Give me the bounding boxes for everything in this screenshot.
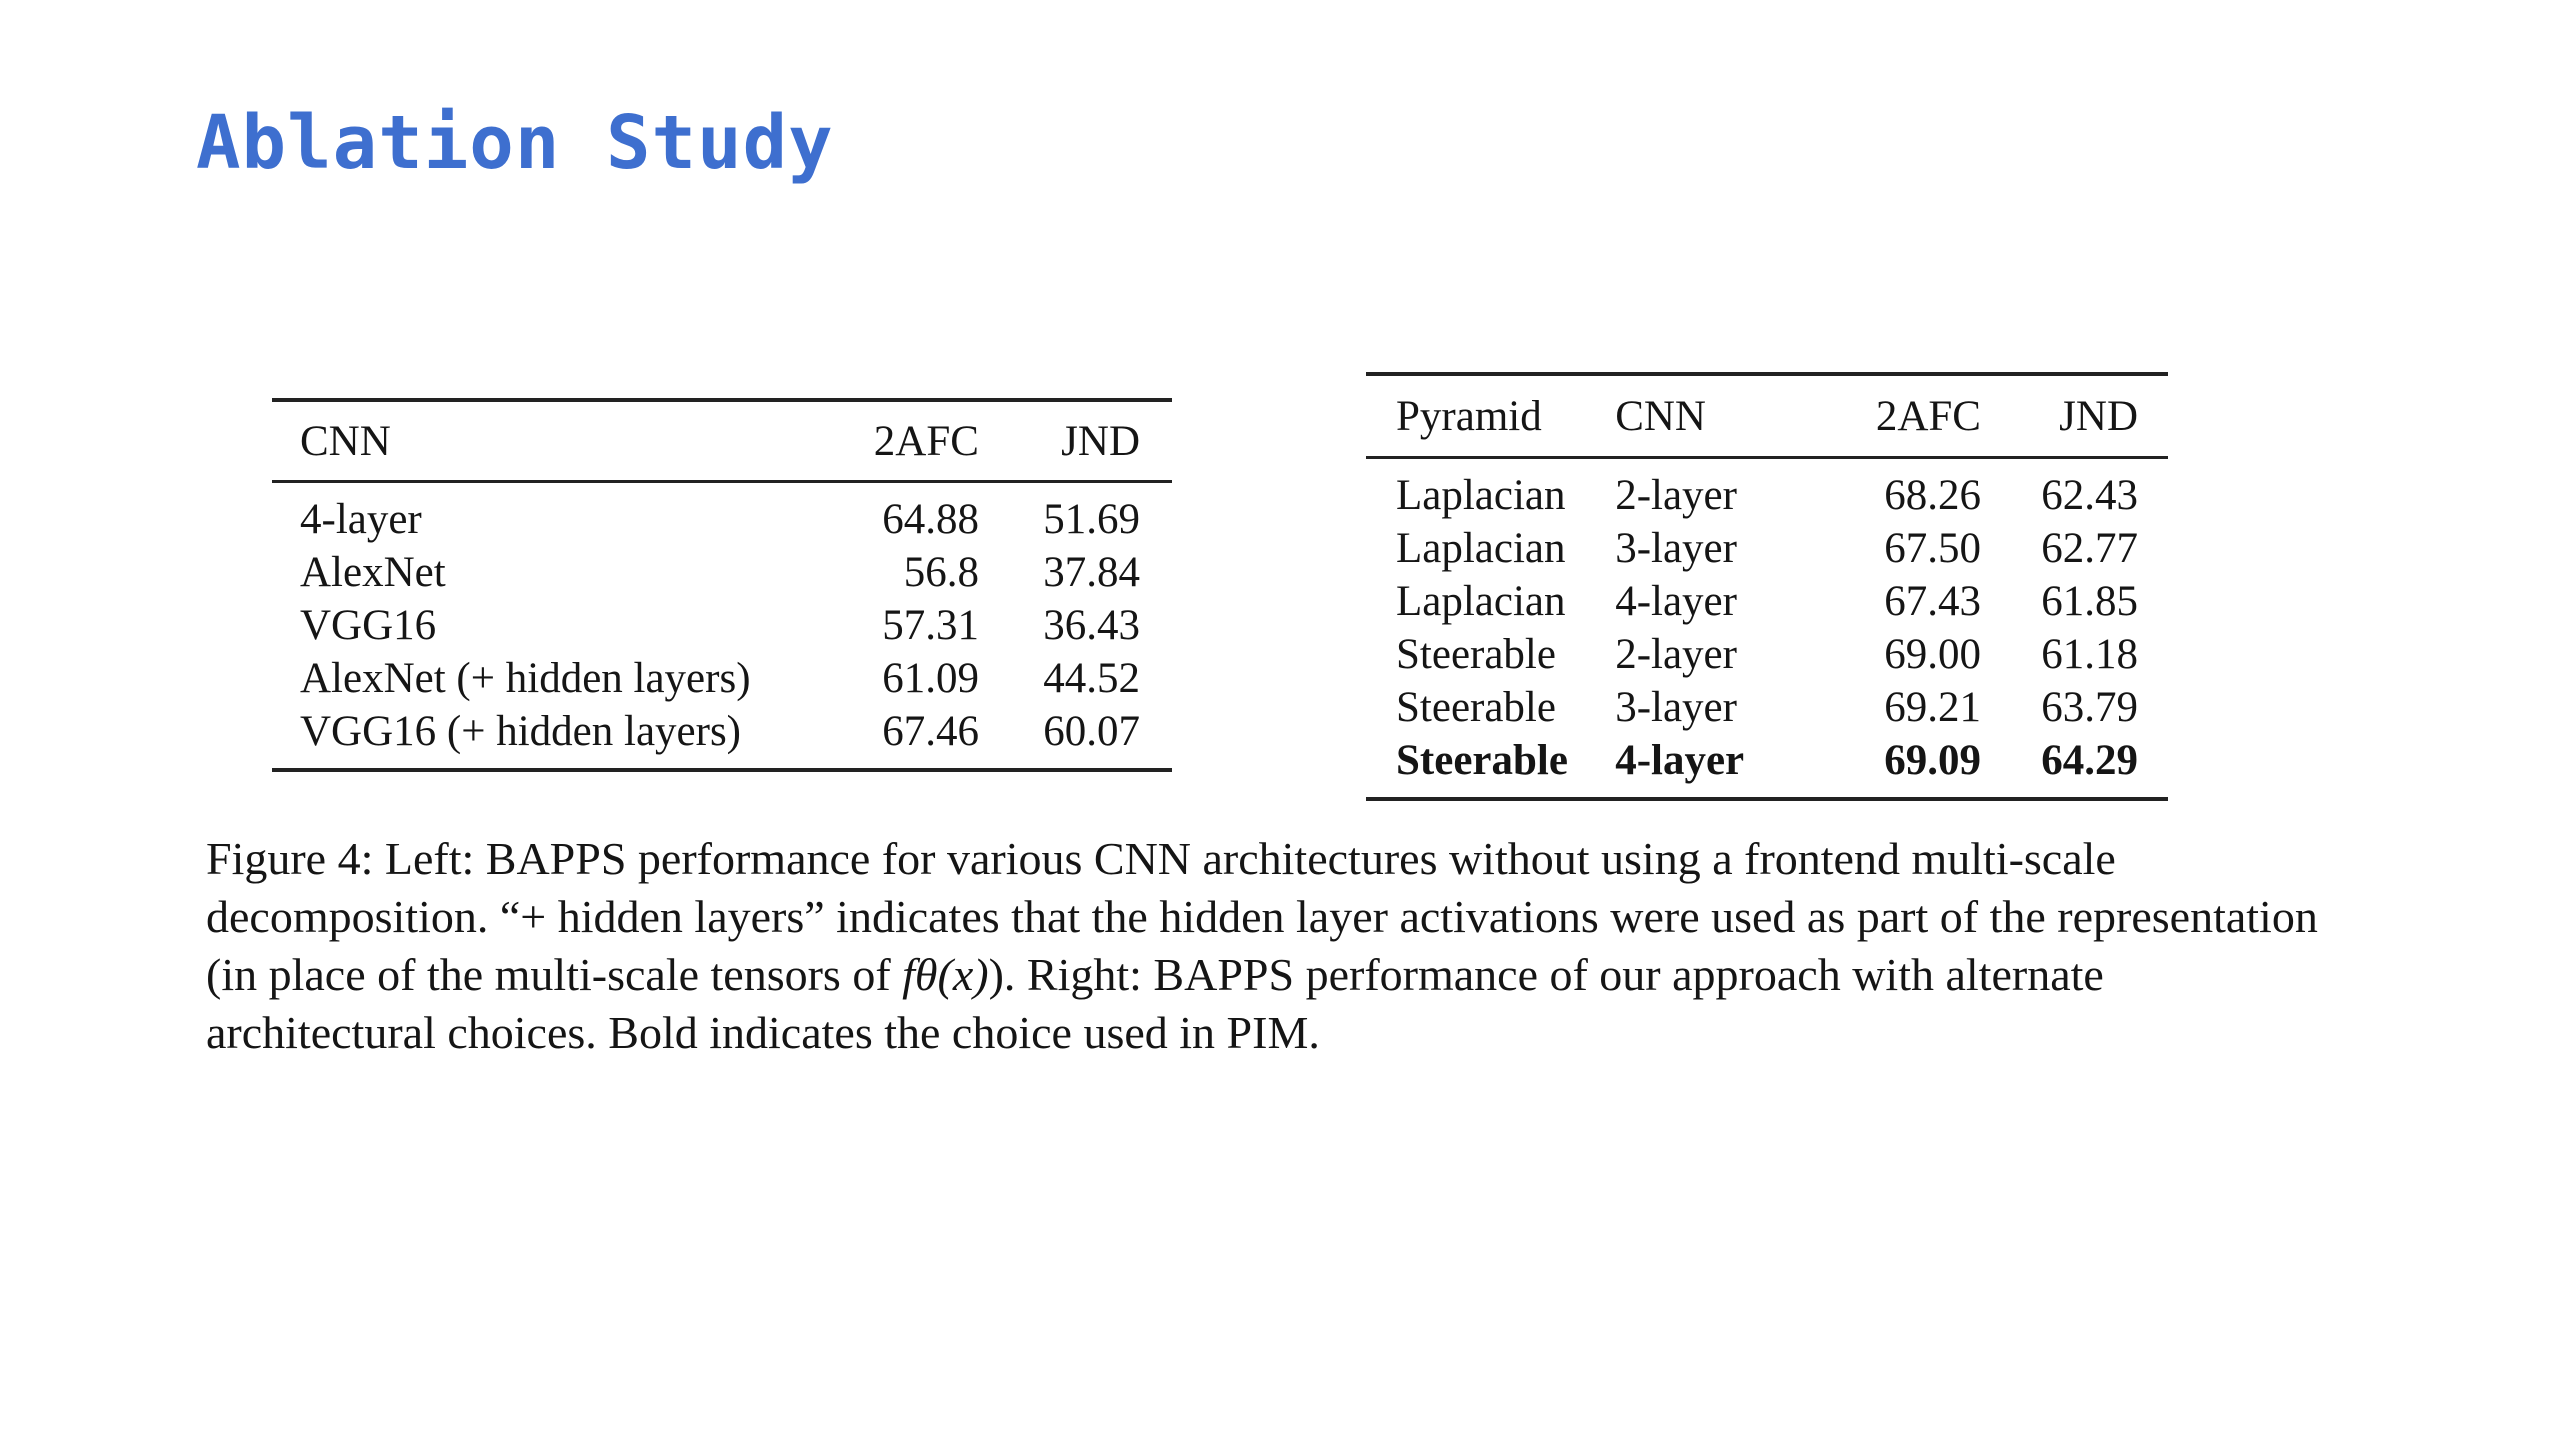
table-cell: 4-layer: [1615, 737, 1745, 784]
table-cell: 64.29: [2041, 737, 2138, 784]
table-cell: 4-layer: [1615, 578, 1737, 625]
table-header-row: [1366, 374, 2168, 458]
caption-text: ). Right: BAPPS performance of our approach with alternate architectural choices. Bold indicates the choice used in PIM.: [206, 949, 2104, 1058]
cnn-results-table: [272, 398, 1172, 772]
table-row: [272, 482, 1172, 547]
table-cell: 37.84: [1043, 549, 1140, 596]
figure-caption: [206, 830, 2336, 1062]
column-header: 2AFC: [810, 400, 979, 482]
table-cell: 62.77: [2041, 525, 2138, 572]
table-cell: Laplacian: [1396, 578, 1566, 625]
table-cell: 3-layer: [1615, 684, 1737, 731]
table-cell: Steerable: [1396, 737, 1568, 784]
column-header: CNN: [272, 400, 810, 482]
table-row: [1366, 575, 2168, 628]
table-cell: 3-layer: [1615, 525, 1737, 572]
table-cell: Laplacian: [1396, 472, 1566, 519]
table-row: [1366, 522, 2168, 575]
column-header: 2AFC: [1814, 374, 1981, 458]
table-cell: 62.43: [2041, 472, 2138, 519]
column-header: Pyramid: [1366, 374, 1615, 458]
caption-math: fθ(x): [902, 949, 989, 1000]
table-cell: 61.18: [2041, 631, 2138, 678]
table-row: [1366, 458, 2168, 523]
table-cell: 44.52: [1043, 655, 1140, 702]
table-cell: AlexNet: [300, 549, 446, 596]
table-row-highlighted: [1366, 734, 2168, 799]
column-header: JND: [979, 400, 1172, 482]
table-row: [272, 652, 1172, 705]
table-cell: VGG16 (+ hidden layers): [300, 708, 742, 755]
caption-text: Figure 4: Left: BAPPS performance for various CNN architectures without using a frontend multi-scale decomposition. “+ hidden layers” indicates that the hidden layer activations were used as part of the representation (in place of the multi-scale tensors of: [206, 833, 2318, 1000]
table-row: [1366, 628, 2168, 681]
table-cell: 4-layer: [300, 496, 422, 543]
table-cell: 56.8: [903, 549, 979, 596]
table-cell: 64.88: [882, 496, 979, 543]
table-cell: 60.07: [1043, 708, 1140, 755]
table-cell: 68.26: [1884, 472, 1981, 519]
table-cell: 2-layer: [1615, 472, 1737, 519]
column-header: JND: [1981, 374, 2168, 458]
table-cell: 2-layer: [1615, 631, 1737, 678]
table-cell: 69.00: [1884, 631, 1981, 678]
column-header: CNN: [1615, 374, 1814, 458]
table-cell: 57.31: [882, 602, 979, 649]
table-cell: Laplacian: [1396, 525, 1566, 572]
table-cell: 69.09: [1884, 737, 1981, 784]
table-cell: 61.09: [882, 655, 979, 702]
table-cell: 67.46: [882, 708, 979, 755]
table-cell: AlexNet (+ hidden layers): [300, 655, 751, 702]
table-cell: 69.21: [1884, 684, 1981, 731]
table-cell: Steerable: [1396, 631, 1556, 678]
table-cell: 36.43: [1043, 602, 1140, 649]
table-cell: 67.50: [1884, 525, 1981, 572]
table-cell: Steerable: [1396, 684, 1556, 731]
table-cell: 67.43: [1884, 578, 1981, 625]
pyramid-results-table: [1366, 372, 2168, 801]
table-header-row: [272, 400, 1172, 482]
table-cell: 63.79: [2041, 684, 2138, 731]
table-cell: 51.69: [1043, 496, 1140, 543]
table-row: [272, 599, 1172, 652]
table-row: [272, 546, 1172, 599]
table-row: [272, 705, 1172, 770]
table-row: [1366, 681, 2168, 734]
table-cell: VGG16: [300, 602, 437, 649]
slide-title: Ablation Study: [196, 100, 834, 186]
table-cell: 61.85: [2041, 578, 2138, 625]
